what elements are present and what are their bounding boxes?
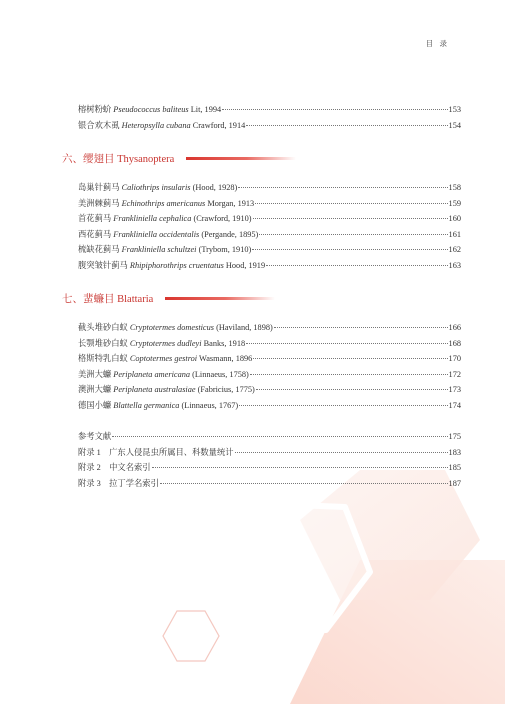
toc-entry-appendix-1[interactable]: 附录 1 广东人侵昆虫所属目、科数量统计 183 [78, 447, 461, 457]
toc-entry-references[interactable]: 参考文献 175 [78, 432, 461, 441]
toc-entry[interactable]: 澳洲大蠊 Periplaneta australasiae (Fabricius, 1775) 173 [78, 385, 461, 394]
toc-entry[interactable]: 格斯特乳白蚁 Coptotermes gestroi Wasmann, 1896 170 [78, 354, 461, 363]
toc-entry[interactable]: 首花蓟马 Frankliniella cephalica (Crawford, 1910) 160 [78, 214, 461, 223]
toc-group-3 [78, 320, 461, 413]
toc-entry[interactable]: 岛巢针蓟马 Caliothrips insularis (Hood, 1928) 158 [78, 183, 461, 192]
toc-entry[interactable]: 银合欢木虱 Heteropsylla cubana Crawford, 1914 154 [78, 120, 461, 130]
toc-entry[interactable]: 美洲棘蓟马 Echinothrips americanus Morgan, 1913 159 [78, 198, 461, 208]
toc-entry-appendix-2[interactable]: 附录 2 中文名索引 185 [78, 463, 461, 472]
toc-entry[interactable]: 腹突皱针蓟马 Rhipiphorothrips cruentatus Hood, 1919 163 [78, 260, 461, 270]
toc-entry[interactable]: 长颚堆砂白蚁 Cryptotermes dudleyi Banks, 1918 168 [78, 338, 461, 348]
page-header-title: 目 录 [425, 39, 449, 48]
section-heading-blattaria[interactable]: 七、蜚蠊目 Blattaria [62, 291, 275, 306]
toc-group-1 [78, 102, 461, 133]
toc-entry[interactable]: 美洲大蠊 Periplaneta americana (Linnaeus, 1758) 172 [78, 369, 461, 379]
toc-entry[interactable]: 德国小蠊 Blattella germanica (Linnaeus, 1767) 174 [78, 400, 461, 410]
toc-entry[interactable]: 梳缺花蓟马 Frankliniella schultzei (Trybom, 1910) 162 [78, 245, 461, 254]
toc-group-2 [78, 180, 461, 273]
toc-entry[interactable]: 截头堆砂白蚁 Cryptotermes domesticus (Haviland, 1898) 166 [78, 323, 461, 332]
toc-group-appendix [78, 429, 461, 491]
small-hexagon-outline [163, 611, 219, 661]
toc-entry[interactable]: 榕树粉蚧 Pseudococcus baliteus Lit, 1994 153 [78, 105, 461, 114]
toc-entry[interactable]: 西花蓟马 Frankliniella occidentalis (Pergande, 1895) 161 [78, 229, 461, 239]
section-heading-thysanoptera[interactable]: 六、缨翅目 Thysanoptera [62, 151, 296, 166]
toc-entry-appendix-3[interactable]: 附录 3 拉丁学名索引 187 [78, 478, 461, 488]
